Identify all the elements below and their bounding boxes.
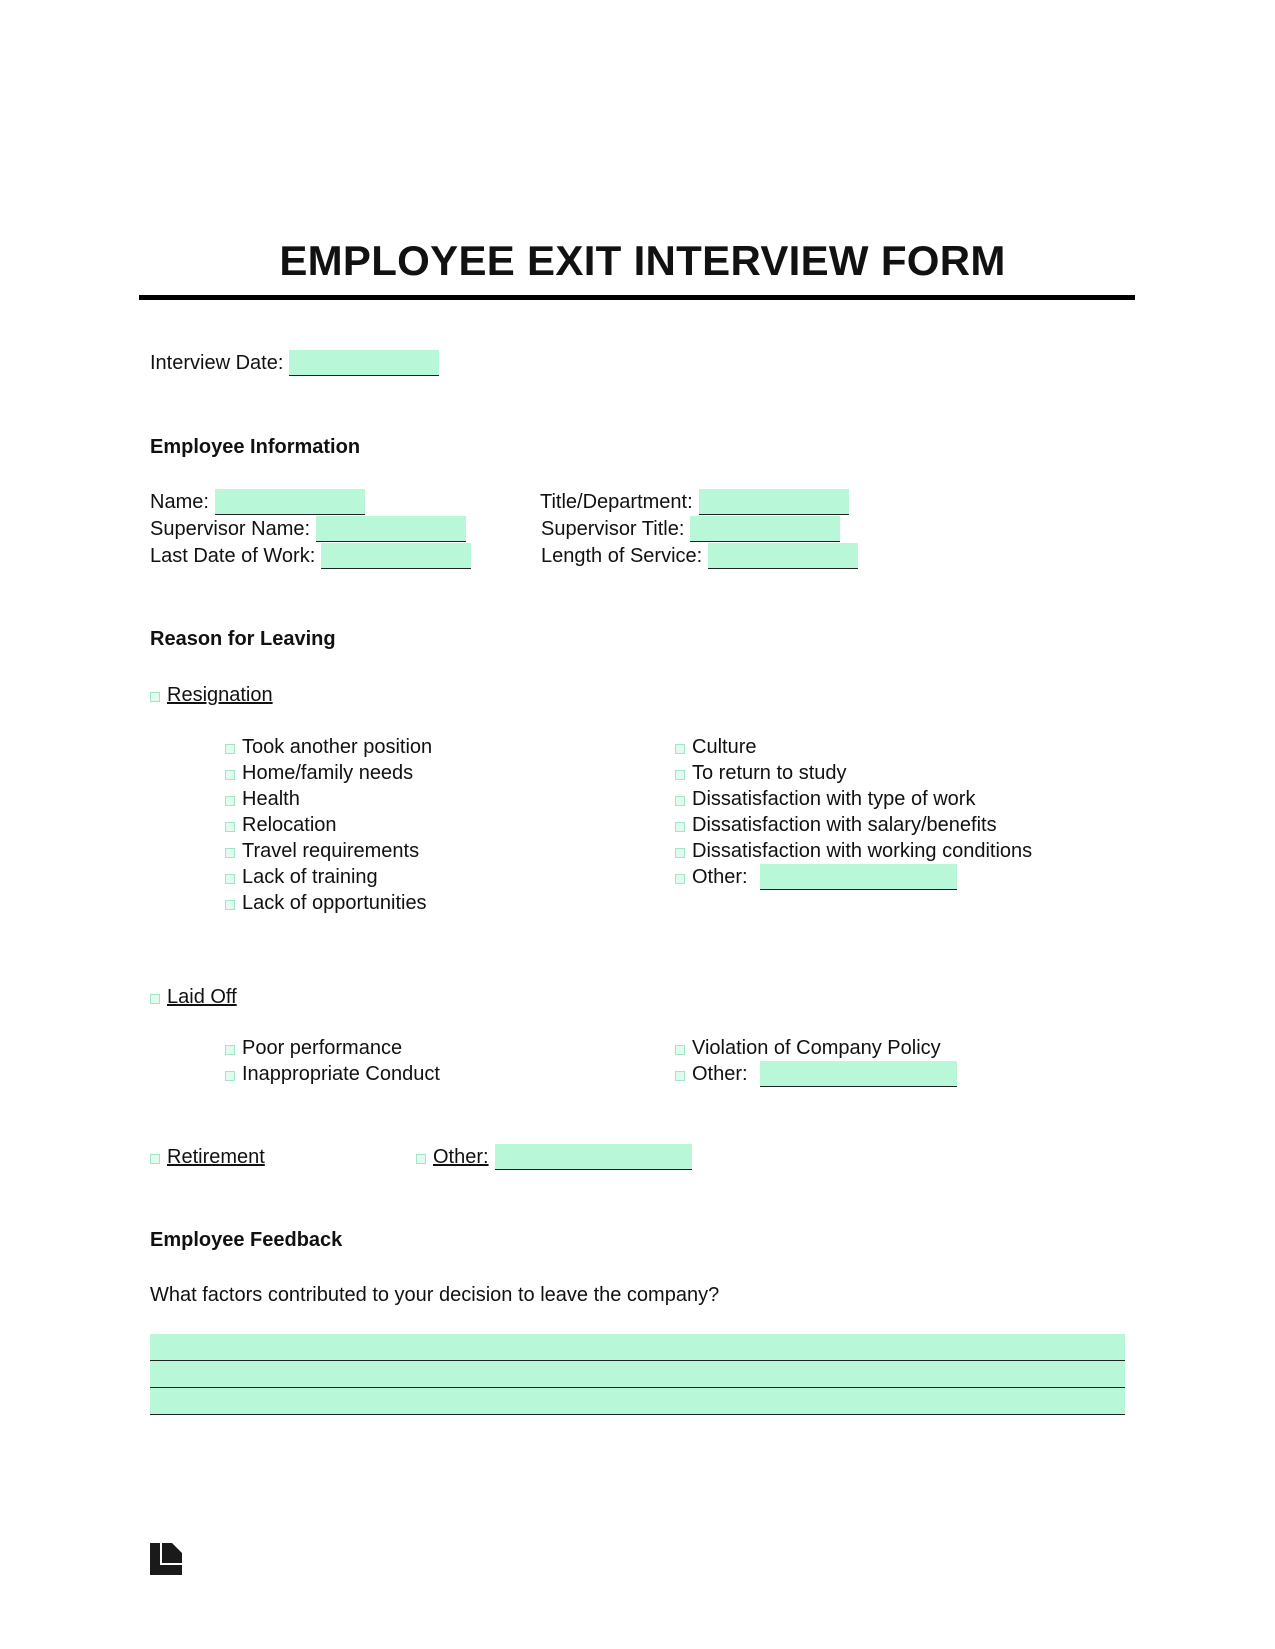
reason-heading: Reason for Leaving [150, 628, 336, 650]
list-item[interactable]: Home/family needs [225, 760, 432, 786]
laid-off-checkbox[interactable] [150, 994, 160, 1004]
checkbox[interactable] [225, 770, 235, 780]
resignation-left-list [225, 734, 432, 916]
feedback-heading: Employee Feedback [150, 1229, 343, 1251]
list-item[interactable]: Lack of opportunities [225, 890, 432, 916]
retirement-checkbox[interactable] [150, 1154, 160, 1164]
list-item[interactable]: Dissatisfaction with working conditions [675, 838, 1032, 864]
list-item[interactable]: Health [225, 786, 432, 812]
list-item[interactable]: Dissatisfaction with type of work [675, 786, 1032, 812]
checkbox[interactable] [675, 822, 685, 832]
other-reason-checkbox[interactable] [416, 1154, 426, 1164]
resignation-other-item[interactable] [675, 864, 1032, 890]
last-date-field[interactable] [321, 543, 471, 569]
laid-off-label: Laid Off [167, 986, 237, 1008]
checkbox[interactable] [225, 900, 235, 910]
checkbox[interactable] [675, 848, 685, 858]
other-reason-option[interactable] [416, 1144, 692, 1170]
supervisor-title-row [541, 516, 840, 542]
laid-off-right-list [675, 1035, 957, 1087]
title-dept-field[interactable] [699, 489, 849, 515]
feedback-answer-line-1[interactable] [150, 1334, 1125, 1361]
list-item[interactable]: Relocation [225, 812, 432, 838]
feedback-answer-line-2[interactable] [150, 1361, 1125, 1388]
resignation-right-list [675, 734, 1032, 890]
list-item[interactable]: Travel requirements [225, 838, 432, 864]
length-service-label: Length of Service: [541, 545, 703, 567]
title-dept-label: Title/Department: [540, 491, 693, 513]
length-service-row [541, 543, 858, 569]
employee-info-heading: Employee Information [150, 436, 361, 458]
checkbox[interactable] [675, 744, 685, 754]
list-item[interactable]: Culture [675, 734, 1032, 760]
laid-off-other-item[interactable] [675, 1061, 957, 1087]
list-item[interactable]: To return to study [675, 760, 1032, 786]
checkbox[interactable] [675, 1045, 685, 1055]
resignation-label: Resignation [167, 684, 273, 706]
list-item[interactable]: Poor performance [225, 1035, 440, 1061]
interview-date-label: Interview Date: [150, 352, 284, 374]
list-item[interactable]: Took another position [225, 734, 432, 760]
checkbox[interactable] [225, 848, 235, 858]
form-title: EMPLOYEE EXIT INTERVIEW FORM [279, 237, 1006, 284]
other-reason-field[interactable] [495, 1144, 692, 1170]
supervisor-name-label: Supervisor Name: [150, 518, 311, 540]
name-row [150, 489, 365, 515]
laid-off-other-field[interactable] [760, 1061, 957, 1087]
name-field[interactable] [215, 489, 365, 515]
resignation-checkbox[interactable] [150, 692, 160, 702]
checkbox[interactable] [225, 1045, 235, 1055]
other-reason-label: Other: [433, 1146, 489, 1168]
name-label: Name: [150, 491, 209, 513]
checkbox[interactable] [675, 874, 685, 884]
interview-date-field[interactable] [289, 350, 439, 376]
checkbox[interactable] [675, 770, 685, 780]
other-label: Other: [692, 1063, 748, 1085]
title-rule [139, 295, 1135, 300]
resignation-option[interactable] [150, 682, 273, 708]
supervisor-name-field[interactable] [316, 516, 466, 542]
checkbox[interactable] [675, 796, 685, 806]
document-logo-icon [150, 1543, 182, 1575]
checkbox[interactable] [225, 1071, 235, 1081]
laid-off-left-list [225, 1035, 440, 1087]
length-service-field[interactable] [708, 543, 858, 569]
supervisor-name-row [150, 516, 466, 542]
checkbox[interactable] [225, 796, 235, 806]
laid-off-option[interactable] [150, 984, 237, 1010]
list-item[interactable]: Violation of Company Policy [675, 1035, 957, 1061]
checkbox[interactable] [225, 874, 235, 884]
retirement-option[interactable] [150, 1144, 265, 1170]
checkbox[interactable] [225, 822, 235, 832]
supervisor-title-label: Supervisor Title: [541, 518, 685, 540]
list-item[interactable]: Dissatisfaction with salary/benefits [675, 812, 1032, 838]
supervisor-title-field[interactable] [690, 516, 840, 542]
last-date-row [150, 543, 471, 569]
checkbox[interactable] [675, 1071, 685, 1081]
checkbox[interactable] [225, 744, 235, 754]
retirement-label: Retirement [167, 1146, 265, 1168]
last-date-label: Last Date of Work: [150, 545, 316, 567]
feedback-question: What factors contributed to your decision to leave the company? [150, 1284, 720, 1306]
list-item[interactable]: Inappropriate Conduct [225, 1061, 440, 1087]
list-item[interactable]: Lack of training [225, 864, 432, 890]
title-dept-row [540, 489, 849, 515]
feedback-answer-line-3[interactable] [150, 1388, 1125, 1415]
resignation-other-field[interactable] [760, 864, 957, 890]
interview-date-row [150, 350, 439, 376]
other-label: Other: [692, 866, 748, 888]
